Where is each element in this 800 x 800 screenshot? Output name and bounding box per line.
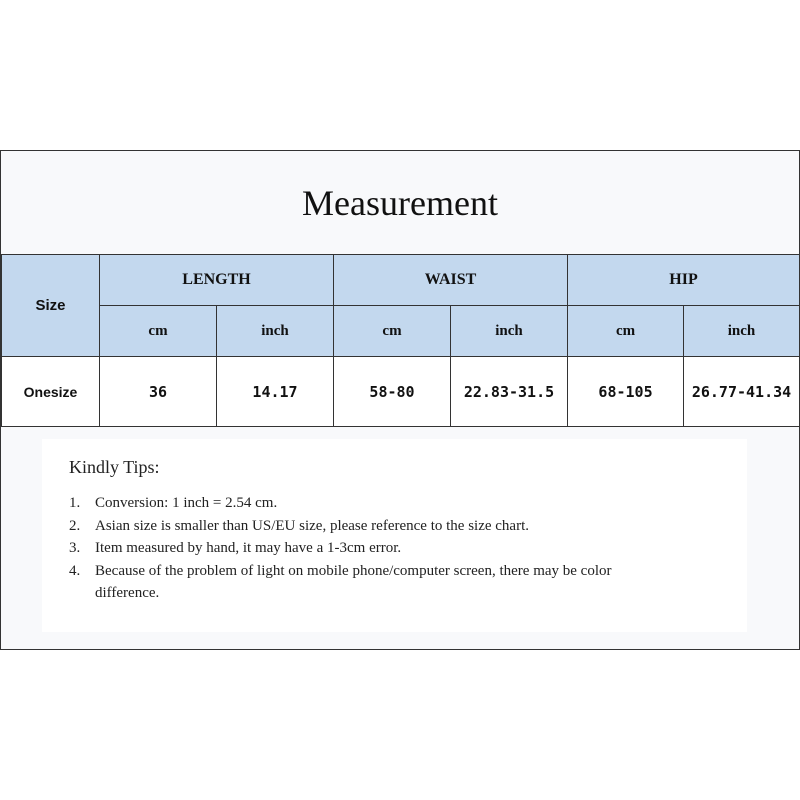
list-item-text: Conversion: 1 inch = 2.54 cm. [95, 495, 278, 511]
page-title: Measurement [302, 182, 498, 223]
table-row [2, 357, 800, 427]
list-item-number: 2. [69, 517, 81, 534]
hip-cm-header: cm [568, 306, 684, 357]
hip-group-header: HIP [568, 255, 800, 306]
waist-inch-cell: 22.83-31.5 [451, 357, 568, 427]
size-cell: Onesize [2, 357, 100, 427]
table-unit-header-row [2, 306, 800, 357]
length-group-header: LENGTH [100, 255, 334, 306]
tips-title: Kindly Tips: [69, 457, 160, 477]
waist-group-header: WAIST [334, 255, 568, 306]
list-item-text: Asian size is smaller than US/EU size, please reference to the size chart. [95, 517, 529, 534]
length-inch-cell: 14.17 [217, 357, 334, 427]
list-item-text: Item measured by hand, it may have a 1-3cm error. [95, 540, 402, 556]
hip-cm-cell: 68-105 [568, 357, 684, 427]
waist-cm-cell: 58-80 [334, 357, 451, 427]
hip-inch-header: inch [684, 306, 800, 357]
list-item-number: 1. [69, 495, 81, 511]
list-item [69, 492, 747, 515]
list-item [69, 560, 747, 605]
list-item [69, 537, 747, 560]
size-table [1, 254, 800, 427]
measurement-card [0, 150, 800, 650]
size-column-header: Size [2, 255, 100, 357]
length-inch-header: inch [217, 306, 334, 357]
table-group-header-row [2, 255, 800, 306]
waist-cm-header: cm [334, 306, 451, 357]
hip-inch-cell: 26.77-41.34 [684, 357, 800, 427]
list-item [69, 515, 747, 538]
length-cm-cell: 36 [100, 357, 217, 427]
waist-inch-header: inch [451, 306, 568, 357]
list-item-text: Because of the problem of light on mobile phone/computer screen, there may be color difference. [95, 562, 612, 601]
tips-panel [42, 439, 747, 632]
length-cm-header: cm [100, 306, 217, 357]
list-item-number: 4. [69, 562, 81, 579]
list-item-number: 3. [69, 540, 81, 556]
tips-list [69, 492, 747, 605]
